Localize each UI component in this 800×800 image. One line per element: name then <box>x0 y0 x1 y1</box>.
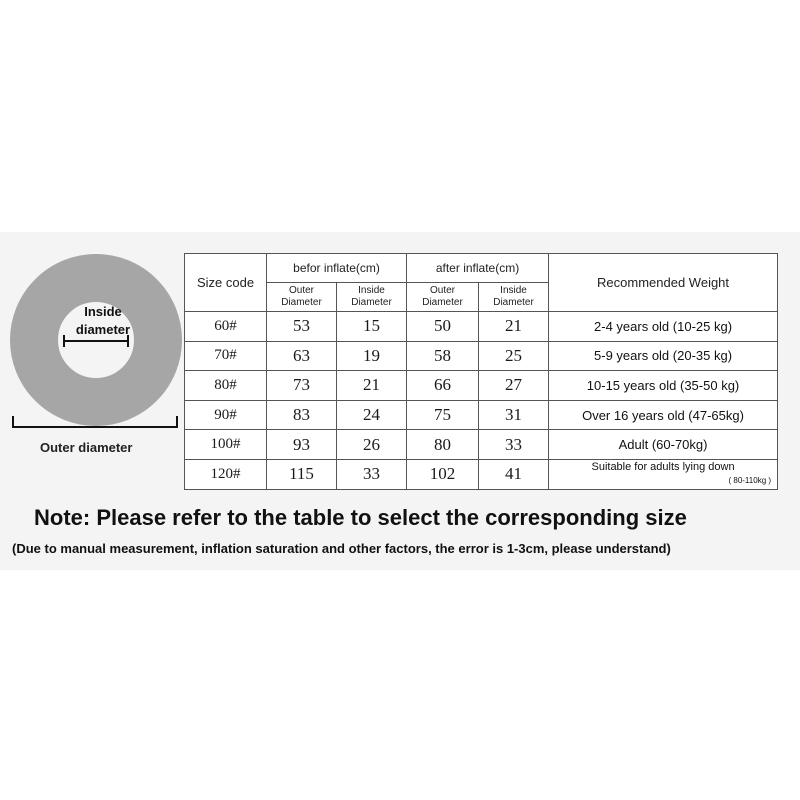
table-row <box>185 459 778 489</box>
table-row <box>185 341 778 371</box>
weight-cell: 10-15 years old (35-50 kg) <box>549 371 778 401</box>
table-row <box>185 312 778 342</box>
weight-text: Suitable for adults lying down <box>591 461 735 474</box>
before-inside-cell: 21 <box>337 371 407 401</box>
before-outer-cell: 53 <box>267 312 337 342</box>
table-row <box>185 371 778 401</box>
after-outer-cell: 58 <box>407 341 479 371</box>
before-outer-cell: 83 <box>267 400 337 430</box>
before-inside-cell: 33 <box>337 459 407 489</box>
before-inside-cell: 15 <box>337 312 407 342</box>
header-before-inflate: befor inflate(cm) <box>267 254 407 283</box>
size-cell: 100# <box>185 430 267 460</box>
before-outer-cell: 63 <box>267 341 337 371</box>
weight-cell: 2-4 years old (10-25 kg) <box>549 312 778 342</box>
weight-range-note: ( 80-110kg ) <box>728 476 772 486</box>
subheader-outer-diameter: Outer Diameter <box>267 283 337 312</box>
before-inside-cell: 19 <box>337 341 407 371</box>
before-inside-cell: 24 <box>337 400 407 430</box>
size-cell: 90# <box>185 400 267 430</box>
table-row <box>185 400 778 430</box>
after-inside-cell: 31 <box>479 400 549 430</box>
after-inside-cell: 41 <box>479 459 549 489</box>
ring-diagram <box>10 254 182 426</box>
size-table <box>184 253 778 490</box>
subheader-inside-diameter: Inside Diameter <box>479 283 549 312</box>
size-cell: 70# <box>185 341 267 371</box>
outer-diameter-label: Outer diameter <box>40 440 133 455</box>
after-inside-cell: 27 <box>479 371 549 401</box>
after-outer-cell: 50 <box>407 312 479 342</box>
size-cell: 60# <box>185 312 267 342</box>
before-outer-cell: 115 <box>267 459 337 489</box>
header-size-code: Size code <box>185 254 267 312</box>
after-inside-cell: 21 <box>479 312 549 342</box>
before-inside-cell: 26 <box>337 430 407 460</box>
weight-cell: 5-9 years old (20-35 kg) <box>549 341 778 371</box>
size-cell: 120# <box>185 459 267 489</box>
after-outer-cell: 102 <box>407 459 479 489</box>
after-inside-cell: 25 <box>479 341 549 371</box>
header-recommended-weight: Recommended Weight <box>549 254 778 312</box>
after-outer-cell: 80 <box>407 430 479 460</box>
subheader-inside-diameter: Inside Diameter <box>337 283 407 312</box>
after-outer-cell: 66 <box>407 371 479 401</box>
outer-diameter-bracket <box>12 416 178 430</box>
before-outer-cell: 73 <box>267 371 337 401</box>
after-inside-cell: 33 <box>479 430 549 460</box>
table-row <box>185 430 778 460</box>
inside-diameter-label: Inside diameter <box>75 304 131 337</box>
subheader-outer-diameter: Outer Diameter <box>407 283 479 312</box>
weight-cell: Adult (60-70kg) <box>549 430 778 460</box>
note-disclaimer: (Due to manual measurement, inflation saturation and other factors, the error is 1-3cm, please understand) <box>12 541 671 556</box>
note-heading: Note: Please refer to the table to select the corresponding size <box>34 505 687 530</box>
before-outer-cell: 93 <box>267 430 337 460</box>
after-outer-cell: 75 <box>407 400 479 430</box>
header-after-inflate: after inflate(cm) <box>407 254 549 283</box>
weight-cell: Over 16 years old (47-65kg) <box>549 400 778 430</box>
size-cell: 80# <box>185 371 267 401</box>
weight-cell <box>549 459 778 489</box>
